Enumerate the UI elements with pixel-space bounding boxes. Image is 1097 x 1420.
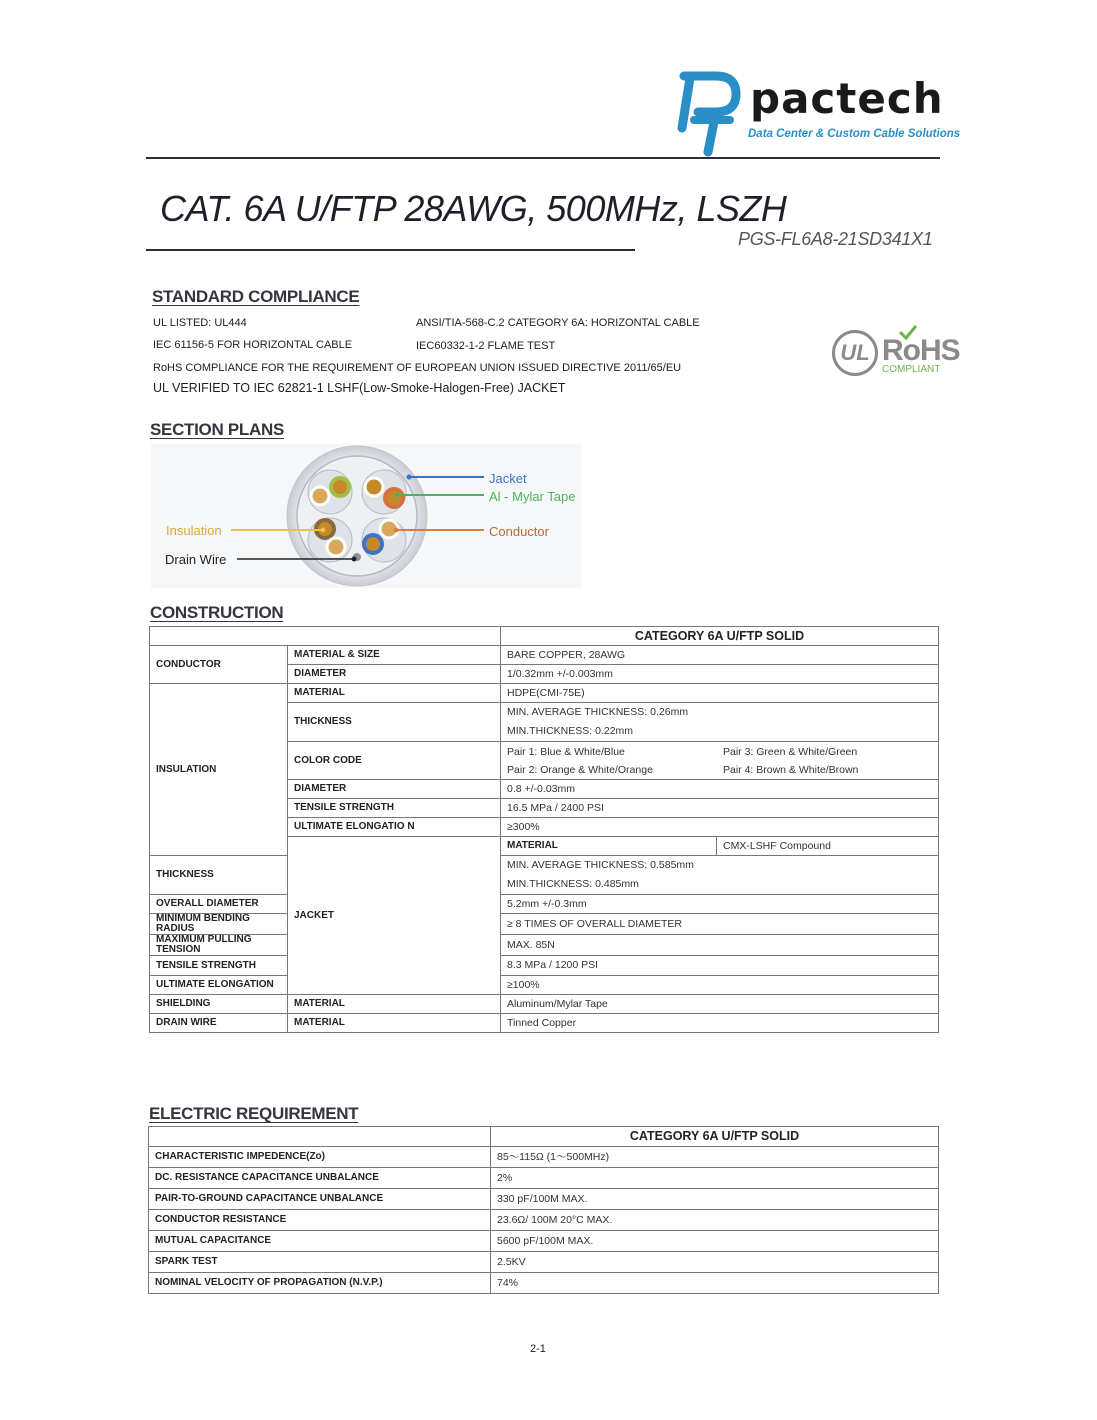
row-label: DIAMETER bbox=[288, 665, 501, 684]
row-label: PAIR-TO-GROUND CAPACITANCE UNBALANCE bbox=[149, 1189, 491, 1210]
row-label: MATERIAL & SIZE bbox=[288, 646, 501, 665]
row-label: DC. RESISTANCE CAPACITANCE UNBALANCE bbox=[149, 1168, 491, 1189]
row-label: CONDUCTOR RESISTANCE bbox=[149, 1210, 491, 1231]
brand-name: pactech bbox=[750, 74, 944, 123]
label-jacket: Jacket bbox=[489, 471, 527, 486]
row-label: MATERIAL bbox=[288, 995, 501, 1014]
group-insulation: INSULATION bbox=[150, 684, 288, 856]
label-mylar-tape: Al - Mylar Tape bbox=[489, 489, 576, 504]
section-heading-construction: CONSTRUCTION bbox=[150, 603, 284, 622]
electric-table bbox=[148, 1126, 939, 1294]
row-label: COLOR CODE bbox=[288, 742, 501, 780]
row-value: 85～115Ω (1～500MHz) bbox=[491, 1147, 939, 1168]
row-label: TENSILE STRENGTH bbox=[288, 799, 501, 818]
row-value: 1/0.32mm +/-0.003mm bbox=[501, 665, 939, 684]
label-insulation: Insulation bbox=[166, 523, 222, 538]
construction-table bbox=[149, 626, 939, 1033]
row-value-line: MIN.THICKNESS: 0.22mm bbox=[507, 725, 634, 737]
row-value-line: MIN.THICKNESS: 0.485mm bbox=[507, 878, 639, 890]
ul-logo-text: UL bbox=[840, 340, 870, 365]
row-value: 330 pF/100M MAX. bbox=[491, 1189, 939, 1210]
row-label: ULTIMATE ELONGATIO N bbox=[288, 818, 501, 837]
group-drain-wire: DRAIN WIRE bbox=[150, 1014, 288, 1033]
row-value-line: MIN. AVERAGE THICKNESS: 0.585mm bbox=[507, 859, 694, 871]
compliance-item: UL VERIFIED TO IEC 62821-1 LSHF(Low-Smoke-Halogen-Free) JACKET bbox=[153, 381, 566, 395]
row-label: SPARK TEST bbox=[149, 1252, 491, 1273]
row-label: MINIMUM BENDING RADIUS bbox=[150, 914, 288, 935]
compliance-item: IEC 61156-5 FOR HORIZONTAL CABLE bbox=[153, 339, 353, 351]
section-heading-compliance: STANDARD COMPLIANCE bbox=[152, 287, 360, 306]
compliance-item: RoHS COMPLIANCE FOR THE REQUIREMENT OF EUROPEAN UNION ISSUED DIRECTIVE 2011/65/EU bbox=[153, 362, 682, 374]
row-value: 2.5KV bbox=[491, 1252, 939, 1273]
row-value: 0.8 +/-0.03mm bbox=[501, 780, 939, 799]
color-code-value bbox=[501, 742, 939, 780]
pair-3: Pair 3: Green & White/Green bbox=[723, 745, 858, 758]
row-label: CHARACTERISTIC IMPEDENCE(Zo) bbox=[149, 1147, 491, 1168]
row-label: MATERIAL bbox=[288, 1014, 501, 1033]
row-value: ≥100% bbox=[501, 976, 939, 995]
cable-cross-section-diagram bbox=[151, 444, 581, 588]
title-underline bbox=[146, 249, 635, 251]
row-label: MAXIMUM PULLING TENSION bbox=[150, 935, 288, 956]
ul-logo bbox=[832, 330, 878, 376]
row-value: ≥300% bbox=[501, 818, 939, 837]
brand-logo bbox=[676, 68, 961, 158]
row-value: Tinned Copper bbox=[501, 1014, 939, 1033]
page-number: 2-1 bbox=[530, 1343, 546, 1355]
row-value: 2% bbox=[491, 1168, 939, 1189]
row-value: BARE COPPER, 28AWG bbox=[501, 646, 939, 665]
compliance-item: ANSI/TIA-568-C.2 CATEGORY 6A: HORIZONTAL CABLE bbox=[416, 317, 700, 329]
row-value: Aluminum/Mylar Tape bbox=[501, 995, 939, 1014]
rohs-logo bbox=[882, 330, 960, 375]
label-conductor: Conductor bbox=[489, 524, 549, 539]
pt-logo-icon bbox=[676, 68, 742, 158]
row-value: CMX-LSHF Compound bbox=[717, 837, 939, 856]
row-value: 74% bbox=[491, 1273, 939, 1294]
pair-1: Pair 1: Blue & White/Blue bbox=[507, 745, 625, 758]
row-value bbox=[501, 856, 939, 895]
row-value: HDPE(CMI-75E) bbox=[501, 684, 939, 703]
row-value bbox=[501, 703, 939, 742]
row-value-line: MIN. AVERAGE THICKNESS: 0.26mm bbox=[507, 706, 689, 718]
row-label: MATERIAL bbox=[288, 684, 501, 703]
compliance-item: UL LISTED: UL444 bbox=[153, 317, 247, 329]
electric-column-header: CATEGORY 6A U/FTP SOLID bbox=[491, 1127, 939, 1147]
section-heading-section-plans: SECTION PLANS bbox=[150, 420, 285, 439]
row-value: 8.3 MPa / 1200 PSI bbox=[501, 956, 939, 976]
row-label: OVERALL DIAMETER bbox=[150, 895, 288, 914]
row-label: THICKNESS bbox=[288, 703, 501, 742]
row-value: 23.6Ω/ 100M 20°C MAX. bbox=[491, 1210, 939, 1231]
construction-column-header: CATEGORY 6A U/FTP SOLID bbox=[501, 627, 939, 646]
section-heading-electric: ELECTRIC REQUIREMENT bbox=[149, 1104, 359, 1123]
row-value: 16.5 MPa / 2400 PSI bbox=[501, 799, 939, 818]
row-label: MATERIAL bbox=[501, 837, 717, 856]
row-label: MUTUAL CAPACITANCE bbox=[149, 1231, 491, 1252]
brand-tagline: Data Center & Custom Cable Solutions bbox=[748, 128, 961, 140]
compliance-item: IEC60332-1-2 FLAME TEST bbox=[416, 340, 556, 352]
page-title: CAT. 6A U/FTP 28AWG, 500MHz, LSZH bbox=[160, 188, 787, 229]
checkmark-icon bbox=[898, 324, 918, 340]
pair-4: Pair 4: Brown & White/Brown bbox=[723, 763, 859, 776]
header-rule bbox=[146, 157, 940, 159]
row-value: MAX. 85N bbox=[501, 935, 939, 956]
row-label: TENSILE STRENGTH bbox=[150, 956, 288, 976]
pair-2: Pair 2: Orange & White/Orange bbox=[507, 763, 653, 776]
group-conductor: CONDUCTOR bbox=[150, 646, 288, 684]
row-label: THICKNESS bbox=[150, 856, 288, 895]
row-label: NOMINAL VELOCITY OF PROPAGATION (N.V.P.) bbox=[149, 1273, 491, 1294]
row-label: ULTIMATE ELONGATION bbox=[150, 976, 288, 995]
row-value: ≥ 8 TIMES OF OVERALL DIAMETER bbox=[501, 914, 939, 935]
group-shielding: SHIELDING bbox=[150, 995, 288, 1014]
rohs-compliant-text: COMPLIANT bbox=[882, 364, 941, 375]
part-number: PGS-FL6A8-21SD341X1 bbox=[738, 229, 933, 249]
row-value: 5600 pF/100M MAX. bbox=[491, 1231, 939, 1252]
row-label: DIAMETER bbox=[288, 780, 501, 799]
label-drain-wire: Drain Wire bbox=[165, 552, 227, 567]
group-jacket: JACKET bbox=[288, 837, 501, 995]
row-value: 5.2mm +/-0.3mm bbox=[501, 895, 939, 914]
rohs-logo-text: RoHS bbox=[882, 334, 960, 367]
